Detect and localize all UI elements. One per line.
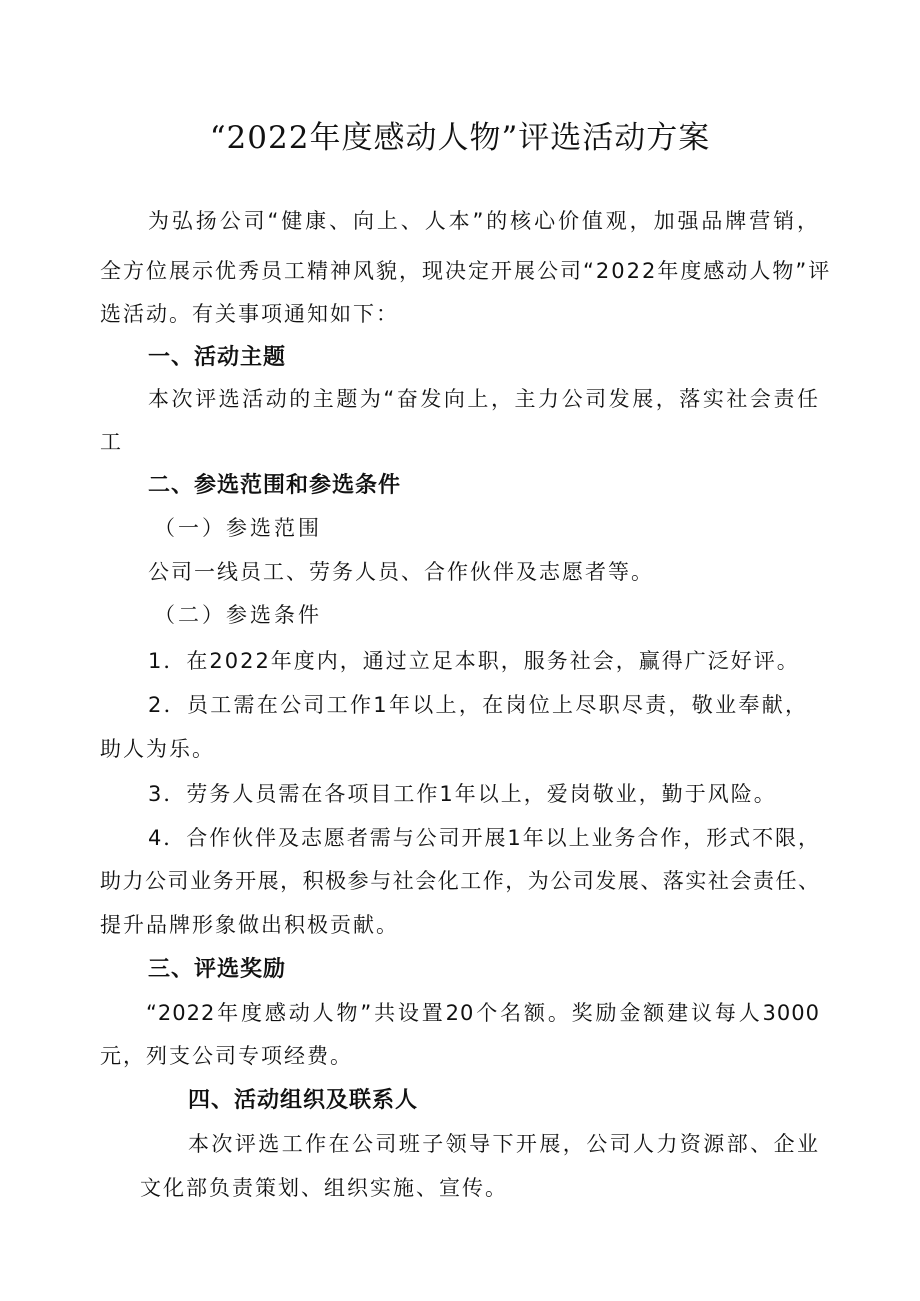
theme-line-1: 本次评选活动的主题为“奋发向上，主力公司发展，落实社会责任 bbox=[148, 387, 820, 411]
subheading-conditions: （二）参选条件 bbox=[154, 603, 322, 627]
section-heading-rewards: 三、评选奖励 bbox=[148, 957, 287, 982]
section-heading-organization: 四、活动组织及联系人 bbox=[188, 1088, 419, 1113]
document-title: “2022年度感动人物”评选活动方案 bbox=[209, 120, 711, 156]
condition-item-2-line-1: 2．员工需在公司工作1年以上，在岗位上尽职尽责，敬业奉献， bbox=[148, 693, 808, 717]
condition-item-4-line-2: 助力公司业务开展，积极参与社会化工作，为公司发展、落实社会责任、 bbox=[100, 869, 820, 893]
organization-line-2: 文化部负责策划、组织实施、宣传。 bbox=[140, 1176, 508, 1200]
theme-line-2: 工 bbox=[100, 430, 123, 454]
condition-item-2-line-2: 助人为乐。 bbox=[100, 737, 215, 761]
condition-item-1: 1．在2022年度内，通过立足本职，服务社会，赢得广泛好评。 bbox=[148, 649, 800, 673]
organization-line-1: 本次评选工作在公司班子领导下开展，公司人力资源部、企业 bbox=[188, 1132, 820, 1156]
intro-line-3: 选活动。有关事项通知如下： bbox=[100, 302, 399, 326]
subheading-scope: （一）参选范围 bbox=[154, 516, 322, 540]
section-heading-theme: 一、活动主题 bbox=[148, 345, 287, 370]
condition-item-3: 3．劳务人员需在各项目工作1年以上，爱岗敬业，勤于风险。 bbox=[148, 782, 777, 806]
rewards-line-1: “2022年度感动人物”共设置20个名额。奖励金额建议每人3000 bbox=[146, 1001, 820, 1025]
intro-line-1: 为弘扬公司“健康、向上、人本”的核心价值观，加强品牌营销， bbox=[148, 209, 820, 233]
condition-item-4-line-1: 4．合作伙伴及志愿者需与公司开展1年以上业务合作，形式不限， bbox=[148, 826, 820, 850]
section-heading-scope: 二、参选范围和参选条件 bbox=[148, 473, 402, 498]
rewards-line-2: 元，列支公司专项经费。 bbox=[100, 1044, 353, 1068]
scope-text: 公司一线员工、劳务人员、合作伙伴及志愿者等。 bbox=[148, 560, 654, 584]
condition-item-4-line-3: 提升品牌形象做出积极贡献。 bbox=[100, 913, 399, 937]
intro-line-2: 全方位展示优秀员工精神风貌，现决定开展公司“2022年度感动人物”评 bbox=[100, 259, 832, 283]
